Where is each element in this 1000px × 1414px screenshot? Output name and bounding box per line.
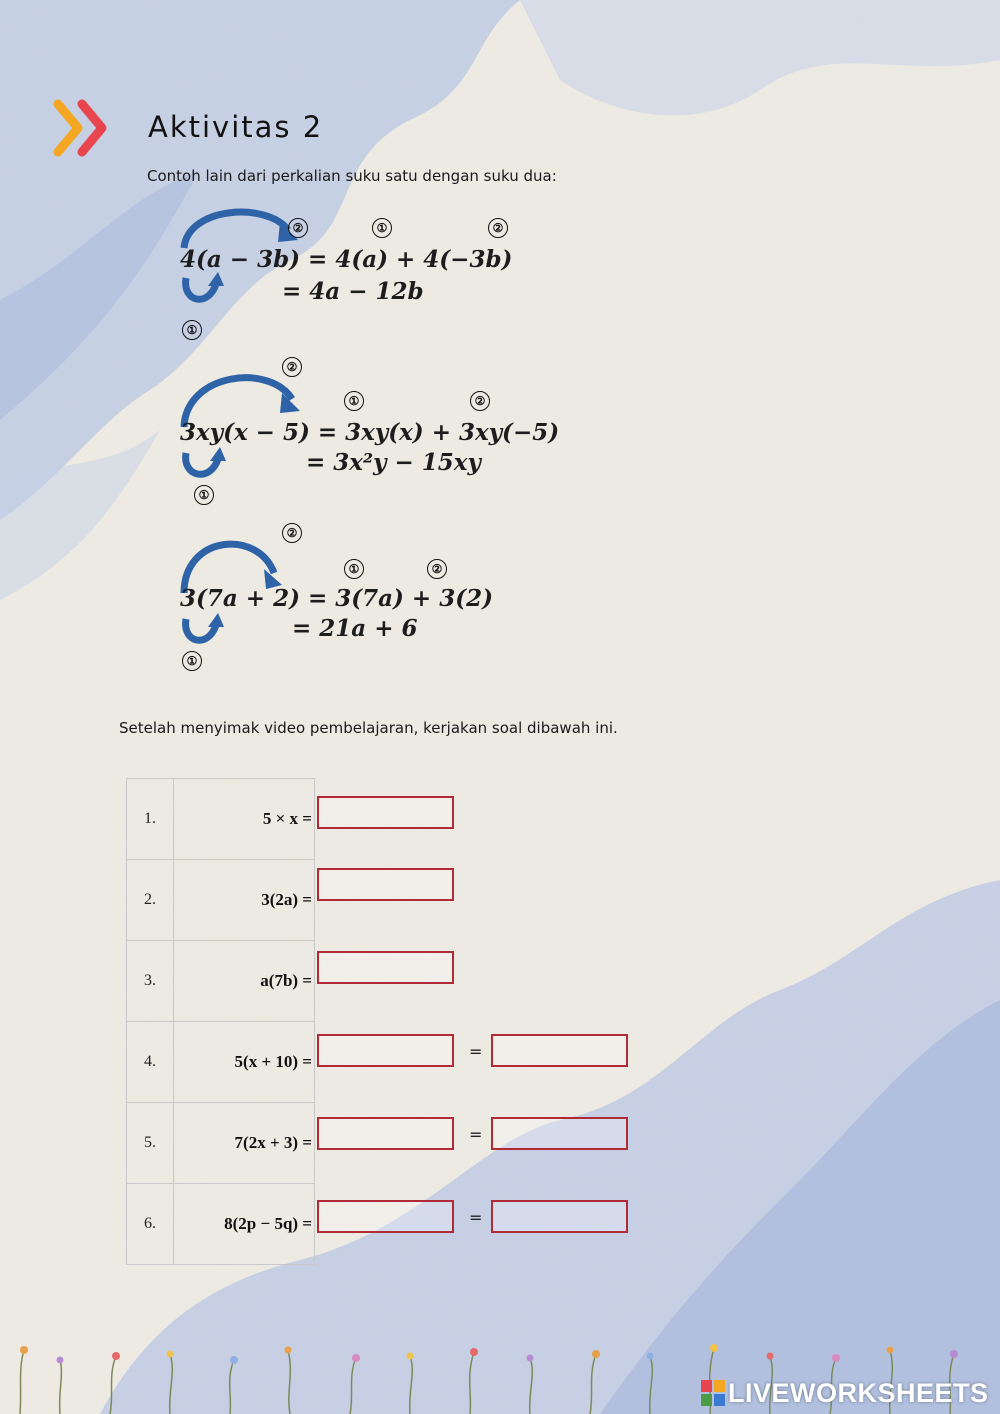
brand-text: LIVEWORKSHEETS (728, 1377, 989, 1408)
answer-input-5b[interactable] (491, 1117, 628, 1150)
marker-two: ② (282, 523, 302, 543)
table-row (127, 1184, 315, 1265)
page-title: Aktivitas 2 (148, 110, 324, 144)
liveworksheets-brand (700, 1376, 989, 1410)
table-row (127, 1103, 315, 1184)
answer-input-5a[interactable] (317, 1117, 454, 1150)
question-number: 1. (127, 779, 174, 860)
marker-two: ② (470, 391, 490, 411)
equation-line-2: = 3x²y − 15xy (306, 449, 481, 476)
question-expression: a(7b) = (174, 941, 315, 1022)
answer-input-3[interactable] (317, 951, 454, 984)
marker-two: ② (288, 218, 308, 238)
equation-line-1: 3(7a + 2) = 3(7a) + 3(2) (180, 585, 493, 612)
marker-one: ① (194, 485, 214, 505)
equals-sign: = (469, 1042, 483, 1061)
question-number: 5. (127, 1103, 174, 1184)
equals-sign: = (469, 1125, 483, 1144)
question-expression: 3(2a) = (174, 860, 315, 941)
question-table (126, 778, 315, 1265)
marker-two: ② (427, 559, 447, 579)
equation-line-1: 3xy(x − 5) = 3xy(x) + 3xy(−5) (180, 419, 560, 446)
example-3 (170, 521, 590, 671)
marker-two: ② (488, 218, 508, 238)
marker-one: ① (182, 320, 202, 340)
question-expression: 8(2p − 5q) = (174, 1184, 315, 1265)
equals-sign: = (469, 1208, 483, 1227)
marker-two: ② (282, 357, 302, 377)
example-1 (170, 200, 590, 350)
equation-line-2: = 4a − 12b (282, 278, 424, 305)
equation-line-1: 4(a − 3b) = 4(a) + 4(−3b) (180, 246, 513, 273)
answer-input-6a[interactable] (317, 1200, 454, 1233)
example-2 (170, 355, 590, 505)
question-number: 2. (127, 860, 174, 941)
liveworksheets-logo-icon (700, 1379, 726, 1407)
question-expression: 5(x + 10) = (174, 1022, 315, 1103)
chevron-right-icon (52, 98, 116, 158)
answer-input-1[interactable] (317, 796, 454, 829)
equation-line-2: = 21a + 6 (292, 615, 418, 642)
answer-input-6b[interactable] (491, 1200, 628, 1233)
intro-text: Contoh lain dari perkalian suku satu dengan suku dua: (147, 167, 557, 185)
marker-one: ① (182, 651, 202, 671)
answer-input-2[interactable] (317, 868, 454, 901)
instruction-text: Setelah menyimak video pembelajaran, kerjakan soal dibawah ini. (119, 719, 618, 737)
table-row (127, 1022, 315, 1103)
marker-one: ① (344, 391, 364, 411)
table-row (127, 779, 315, 860)
question-number: 6. (127, 1184, 174, 1265)
table-row (127, 860, 315, 941)
question-number: 4. (127, 1022, 174, 1103)
question-number: 3. (127, 941, 174, 1022)
answer-input-4a[interactable] (317, 1034, 454, 1067)
table-row (127, 941, 315, 1022)
question-expression: 5 × x = (174, 779, 315, 860)
marker-one: ① (372, 218, 392, 238)
answer-input-4b[interactable] (491, 1034, 628, 1067)
question-expression: 7(2x + 3) = (174, 1103, 315, 1184)
marker-one: ① (344, 559, 364, 579)
